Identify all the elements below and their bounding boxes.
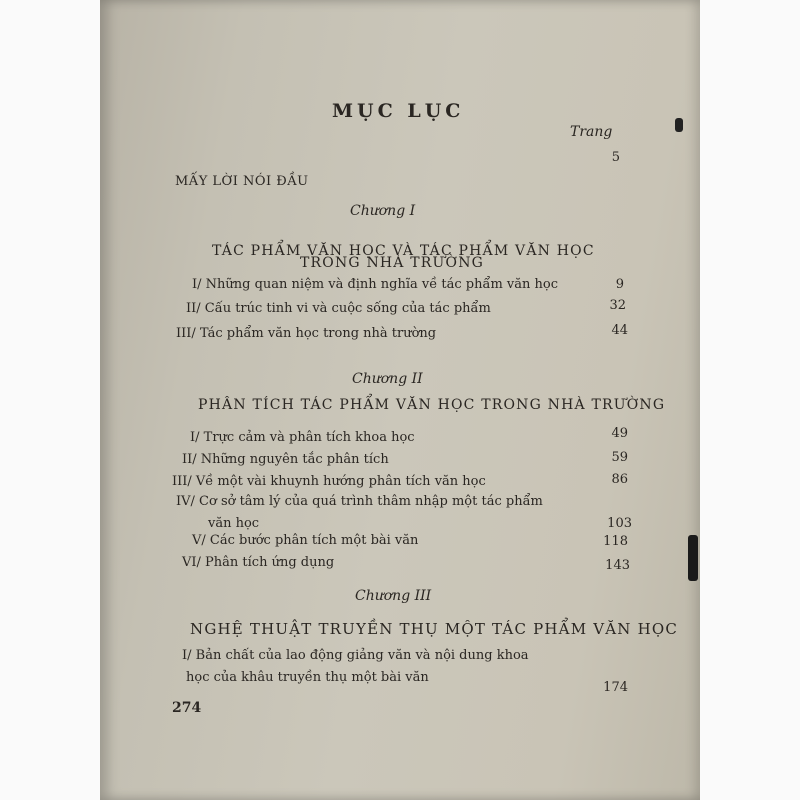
toc-entry: II/ Những nguyên tắc phân tích (182, 452, 389, 467)
toc-entry-continuation: học của khâu truyền thụ một bài văn (186, 670, 429, 685)
toc-entry-page: 9 (615, 277, 624, 292)
page-edge-mark (688, 535, 698, 581)
toc-entry-continuation: văn học (208, 516, 260, 531)
chapter-2-label: Chương II (352, 371, 423, 387)
preface-label: MẤY LỜI NÓI ĐẦU (175, 174, 309, 189)
toc-entry-page: 49 (611, 426, 628, 441)
chapter-2-heading: PHÂN TÍCH TÁC PHẨM VĂN HỌC TRONG NHÀ TRƯỜNG (198, 397, 666, 413)
preface-page: 5 (611, 150, 620, 165)
chapter-1-heading: TRONG NHÀ TRƯỜNG (300, 255, 485, 271)
chapter-3-label: Chương III (355, 588, 432, 604)
toc-entry: III/ Tác phẩm văn học trong nhà trường (176, 326, 437, 341)
toc-entry: VI/ Phân tích ứng dụng (182, 555, 335, 570)
toc-entry-page: 103 (607, 516, 632, 531)
toc-entry-page: 44 (611, 323, 628, 338)
toc-entry-page: 118 (603, 534, 628, 549)
toc-entry: I/ Trực cảm và phân tích khoa học (190, 430, 415, 445)
toc-entry: III/ Về một vài khuynh hướng phân tích văn học (172, 474, 486, 489)
toc-entry-page: 59 (611, 450, 628, 465)
toc-entry: V/ Các bước phân tích một bài văn (192, 533, 419, 548)
page-number: 274 (172, 700, 202, 716)
toc-entry: IV/ Cơ sở tâm lý của quá trình thâm nhập một tác phẩm (176, 494, 543, 509)
chapter-1-heading: TÁC PHẨM VĂN HỌC VÀ TÁC PHẨM VĂN HỌC (212, 243, 595, 259)
page-column-label: Trang (570, 124, 613, 140)
book-page (100, 0, 700, 800)
toc-title: MỤC LỤC (332, 100, 465, 122)
toc-entry: II/ Cấu trúc tinh vi và cuộc sống của tác phẩm (186, 301, 491, 316)
toc-entry: I/ Bản chất của lao động giảng văn và nội dung khoa (182, 648, 529, 663)
chapter-3-heading: NGHỆ THUẬT TRUYỀN THỤ MỘT TÁC PHẨM VĂN HỌC (190, 620, 679, 638)
toc-entry-page: 86 (611, 472, 628, 487)
chapter-1-label: Chương I (350, 203, 416, 219)
toc-entry-page: 32 (609, 298, 626, 313)
toc-entry-page: 143 (605, 558, 630, 573)
toc-entry: I/ Những quan niệm và định nghĩa về tác phẩm văn học (192, 277, 558, 292)
page-edge-mark (675, 118, 683, 132)
toc-entry-page: 174 (603, 680, 628, 695)
